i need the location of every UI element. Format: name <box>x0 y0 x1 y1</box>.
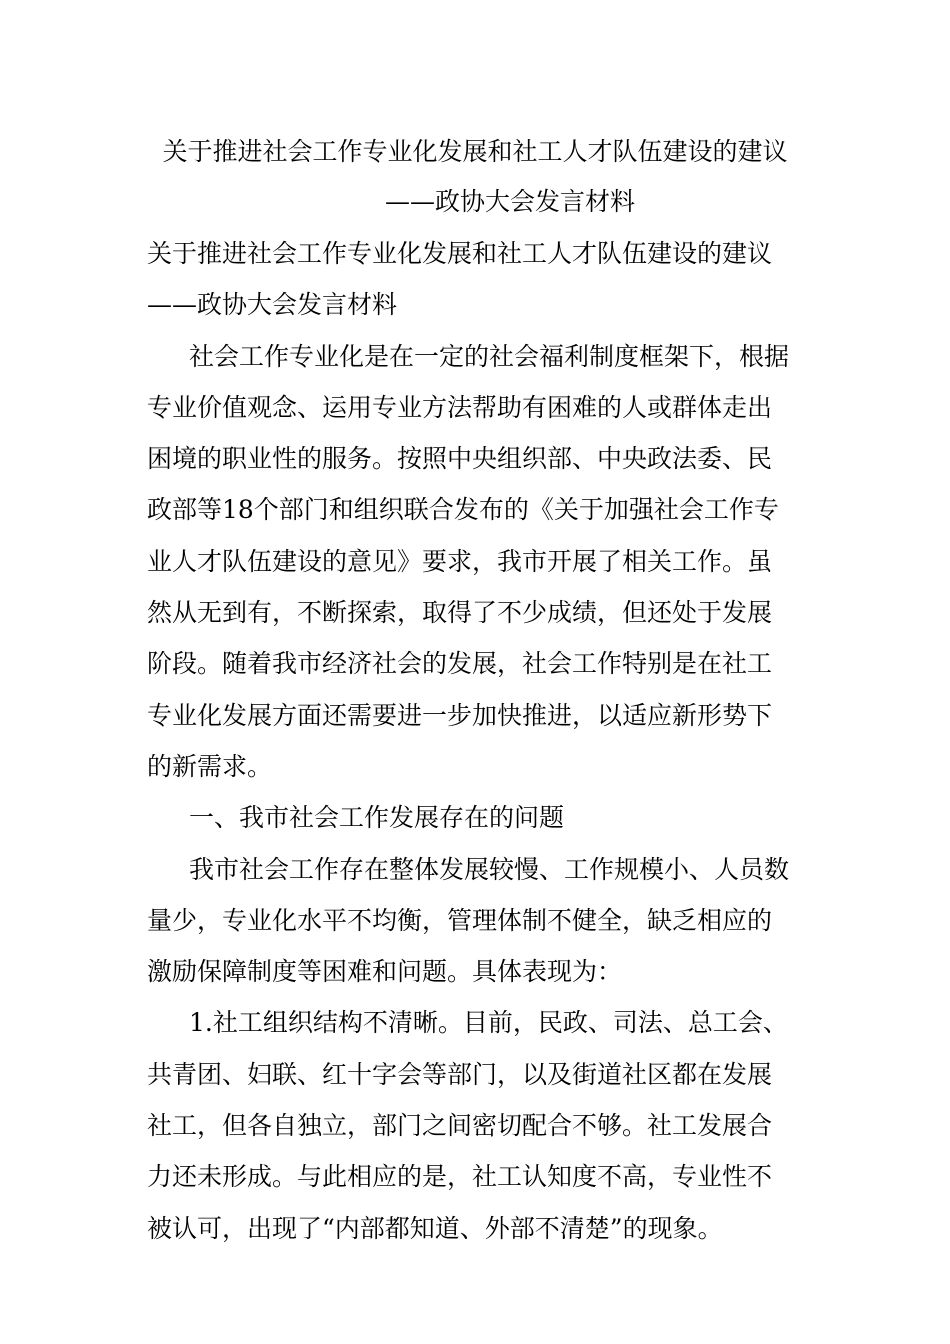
text-line: 然从无到有，不断探索，取得了不少成绩，但还处于发展 <box>147 598 773 628</box>
text-line: 量少，专业化水平不均衡，管理体制不健全，缺乏相应的 <box>147 905 773 935</box>
text-line: 一、我市社会工作发展存在的问题 <box>189 803 565 833</box>
document-title: 关于推进社会工作专业化发展和社工人才队伍建设的建议 <box>162 137 788 166</box>
text-line: 专业价值观念、运用专业方法帮助有困难的人或群体走出 <box>147 392 773 422</box>
text-line: 共青团、妇联、红十字会等部门，以及街道社区都在发展 <box>147 1059 773 1089</box>
text-line: 的新需求。 <box>147 751 273 781</box>
document-body <box>147 228 807 1254</box>
text-line: 被认可，出现了“内部都知道、外部不清楚”的现象。 <box>147 1213 723 1243</box>
text-line: 社会工作专业化是在一定的社会福利制度框架下，根据 <box>189 341 790 371</box>
text-line: 政部等18个部门和组织联合发布的《关于加强社会工作专 <box>147 495 779 525</box>
text-line: 专业化发展方面还需要进一步加快推进，以适应新形势下 <box>147 700 773 730</box>
text-line: 业人才队伍建设的意见》要求，我市开展了相关工作。虽 <box>147 546 773 576</box>
text-line: 关于推进社会工作专业化发展和社工人才队伍建设的建议 <box>147 239 773 268</box>
text-line: 力还未形成。与此相应的是，社工认知度不高，专业性不 <box>147 1162 773 1192</box>
text-line: 我市社会工作存在整体发展较慢、工作规模小、人员数 <box>189 854 790 884</box>
text-line: 激励保障制度等困难和问题。具体表现为： <box>147 957 623 987</box>
text-line: 社工，但各自独立，部门之间密切配合不够。社工发展合 <box>147 1111 773 1141</box>
text-line: ——政协大会发言材料 <box>147 290 398 320</box>
text-line: 阶段。随着我市经济社会的发展，社会工作特别是在社工 <box>147 649 773 679</box>
text-line: 困境的职业性的服务。按照中央组织部、中央政法委、民 <box>147 444 773 474</box>
document-subtitle: ——政协大会发言材料 <box>384 187 635 216</box>
text-line: 1.社工组织结构不清晰。目前，民政、司法、总工会、 <box>189 1008 788 1038</box>
